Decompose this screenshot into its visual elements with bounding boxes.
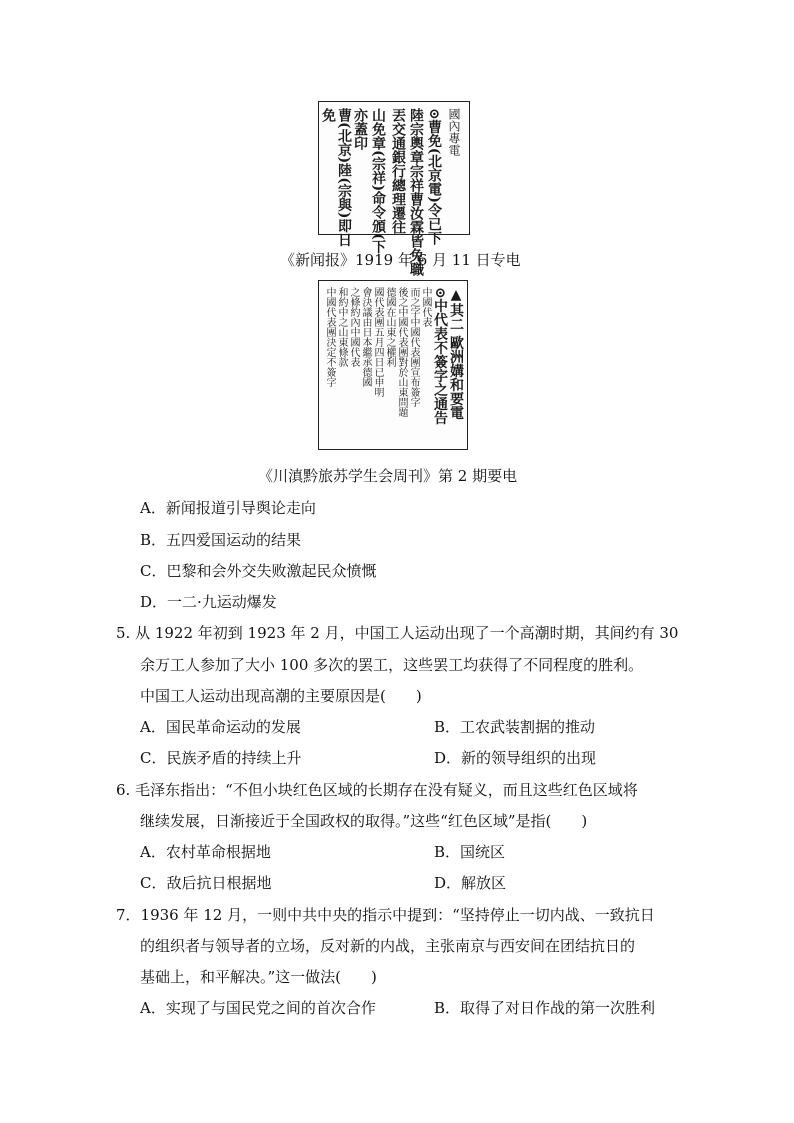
option-letter: C．: [140, 874, 167, 892]
q6-option-c: [140, 873, 272, 893]
q5-option-d: [434, 748, 596, 768]
q5-stem-line-2: 余万工人参加了大小 100 多次的罢工，这些罢工均获得了不同程度的胜利。: [140, 656, 644, 674]
clip1-column: 曹(北京)陸(宗與)即日: [336, 108, 352, 247]
q5-option-c: [140, 748, 302, 768]
q4-option-d: [140, 592, 277, 612]
clip2-column: ⊙中代表不簽字之通告: [432, 287, 448, 425]
caption-1: 《新闻报》1919 年 6 月 11 日专电: [280, 251, 521, 269]
q7-option-b: [434, 998, 655, 1018]
option-letter: D．: [434, 749, 462, 767]
q7-stem-line-3: 基础上，和平解决。”这一做法( ): [140, 968, 377, 986]
q6-option-b: [434, 842, 505, 862]
option-text: 五四爱国运动的结果: [166, 531, 302, 549]
q5-option-a: [140, 717, 301, 737]
option-letter: B．: [140, 531, 167, 549]
clip1-header: 國內專電: [447, 108, 461, 156]
option-text: 巴黎和会外交失败激起民众愤慨: [166, 562, 377, 580]
newspaper-clip-2: [318, 280, 468, 450]
option-text: 新的领导组织的出现: [461, 749, 597, 767]
caption-2: 《川滇黔旅苏学生会周刊》第 2 期要电: [258, 467, 518, 485]
clip2-column: 而之字中國代表團宣布簽字: [408, 287, 419, 407]
option-text: 民族矛盾的持续上升: [166, 749, 302, 767]
option-letter: D．: [140, 593, 168, 611]
option-text: 敌后抗日根据地: [166, 874, 272, 892]
option-letter: A．: [140, 843, 166, 861]
q7-stem-line-2: 的组织者与领导者的立场，反对新的内战，主张南京与西安间在团结抗日的: [140, 937, 636, 955]
option-letter: C．: [140, 562, 167, 580]
q6-stem-line-1: 6. 毛泽东指出：“不但小块红色区域的长期存在没有疑义，而且这些红色区域将: [116, 781, 638, 799]
option-text: 工农武装割据的推动: [460, 718, 596, 736]
q6-stem-line-2: 继续发展，日渐接近于全国政权的取得。”这些“红色区域”是指( ): [140, 812, 588, 830]
clip2-column: 之條約內中國代表: [348, 287, 359, 367]
q6-option-d: [434, 873, 506, 893]
option-letter: A．: [140, 999, 166, 1017]
clip1-column: 免: [320, 108, 336, 122]
option-letter: B．: [434, 718, 461, 736]
option-text: 取得了对日作战的第一次胜利: [460, 999, 656, 1017]
clip1-column: ⊙曹免(北京電)令已下: [426, 108, 442, 245]
clip2-column: 會決議由日本繼承德國: [360, 287, 371, 387]
q4-option-a: [140, 498, 316, 518]
q5-stem-line-3: 中国工人运动出现高潮的主要原因是( ): [140, 687, 422, 705]
clip1-column: 陸宗輿章宗祥曹汝霖皆免職: [408, 108, 424, 276]
clip2-column: 和約中之山東條款: [336, 287, 347, 367]
q7-stem-line-1: 7．1936 年 12 月，一则中共中央的指示中提到：“坚持停止一切内战、一致抗日: [116, 906, 655, 924]
option-letter: A．: [140, 499, 166, 517]
option-text: 实现了与国民党之间的首次合作: [165, 999, 376, 1017]
clip2-header: ▲其二 歐洲媾和要電: [448, 287, 464, 420]
q4-option-c: [140, 561, 377, 581]
option-text: 国民革命运动的发展: [165, 718, 301, 736]
option-letter: D．: [434, 874, 462, 892]
clip2-column: 中國代表: [420, 287, 431, 327]
option-letter: A．: [140, 718, 166, 736]
option-text: 国统区: [460, 843, 506, 861]
option-letter: C．: [140, 749, 167, 767]
option-letter: B．: [434, 843, 461, 861]
clip1-column: 丟交通銀行總理遷往: [390, 108, 406, 234]
clip2-column: 後之中國代表團對於山東問題: [396, 287, 407, 417]
q5-stem-line-1: 5. 从 1922 年初到 1923 年 2 月，中国工人运动出现了一个高潮时期，其间约有 30: [116, 624, 679, 642]
clip2-column: 中國代表團決定不簽字: [324, 287, 335, 387]
q7-option-a: [140, 998, 376, 1018]
option-letter: B．: [434, 999, 461, 1017]
q6-option-a: [140, 842, 271, 862]
option-text: 农村革命根据地: [165, 843, 271, 861]
clip2-column: 國代表團五月四日已申明: [372, 287, 383, 397]
option-text: 解放区: [461, 874, 507, 892]
option-text: 一二·九运动爆发: [167, 593, 277, 611]
clip2-column: 德國在山東之權利: [384, 287, 395, 367]
q5-option-b: [434, 717, 595, 737]
clip1-column: 亦蓋印: [352, 108, 368, 150]
clip1-column: 山免章(宗祥)命令頒(下: [370, 108, 386, 254]
option-text: 新闻报道引导舆论走向: [165, 499, 316, 517]
q4-option-b: [140, 530, 301, 550]
